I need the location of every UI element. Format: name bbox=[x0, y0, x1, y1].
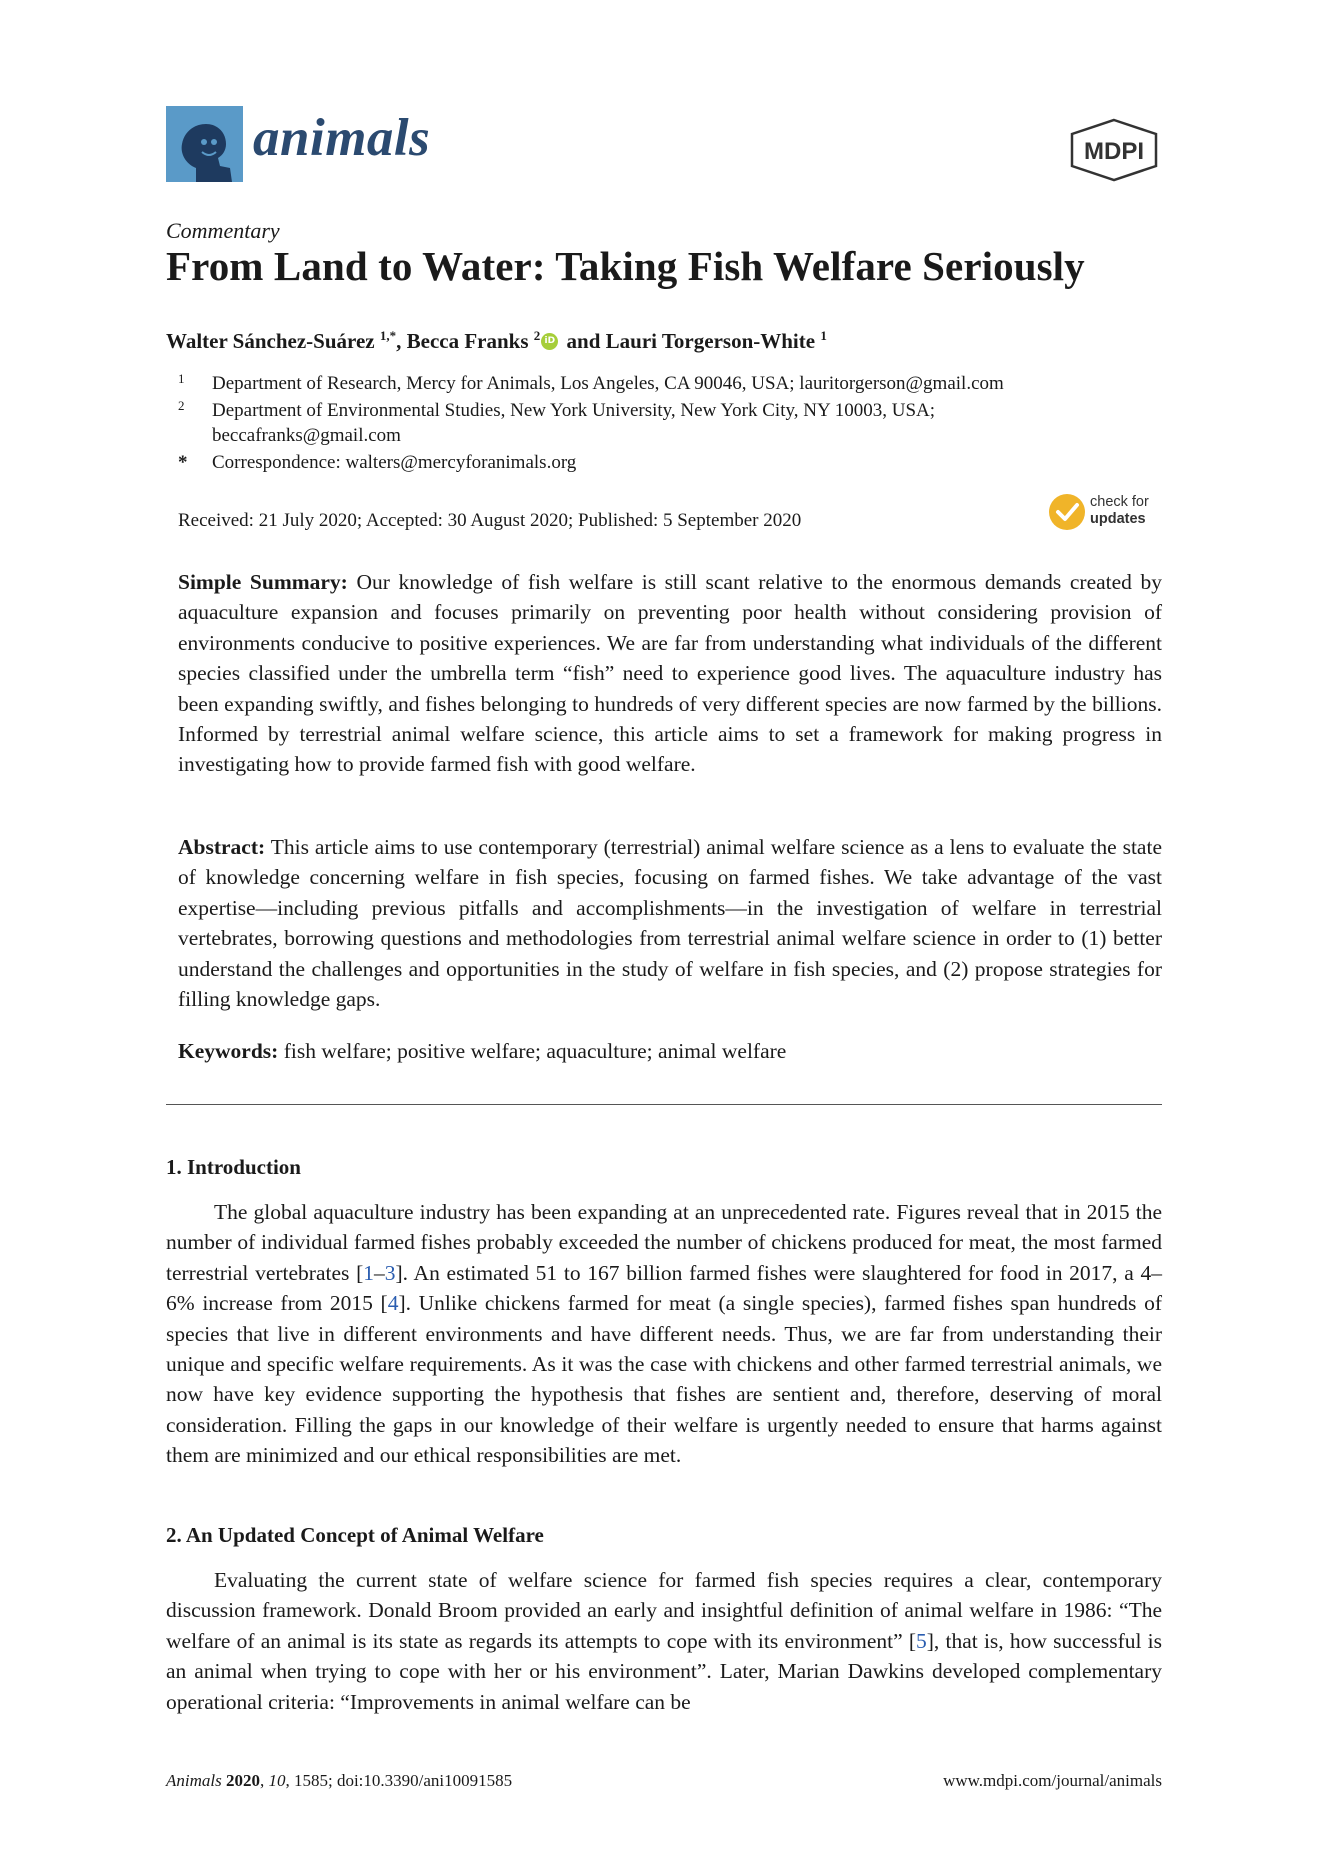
footer-url[interactable]: www.mdpi.com/journal/animals bbox=[943, 1771, 1162, 1790]
author-name: Walter Sánchez-Suárez bbox=[166, 329, 375, 353]
author-affiliation-mark: 2 bbox=[533, 328, 541, 343]
animal-welfare-paragraph bbox=[166, 1565, 1162, 1717]
citation-link[interactable]: 1 bbox=[363, 1260, 374, 1285]
publication-dates: Received: 21 July 2020; Accepted: 30 August 2020; Published: 5 September 2020 bbox=[178, 510, 802, 531]
journal-name: animals bbox=[253, 109, 431, 167]
footer-doi: , 1585; doi:10.3390/ani10091585 bbox=[285, 1771, 513, 1790]
check-updates-icon bbox=[1047, 490, 1087, 534]
keywords bbox=[178, 1036, 1162, 1066]
affiliation-mark: * bbox=[178, 452, 188, 473]
author-list bbox=[166, 328, 827, 354]
affiliation-text: Department of Environmental Studies, New York University, New York City, NY 10003, USA; bbox=[212, 400, 936, 421]
citation-link[interactable]: 4 bbox=[387, 1291, 399, 1316]
citation-link[interactable]: 5 bbox=[916, 1628, 927, 1653]
article-type: Commentary bbox=[166, 218, 280, 243]
divider bbox=[166, 1104, 1162, 1105]
author-affiliation-mark: 1,* bbox=[379, 328, 397, 343]
correspondence bbox=[178, 452, 576, 474]
simple-summary bbox=[178, 567, 1162, 780]
paragraph-text: ]. Unlike chickens farmed for meat (a single species), farmed fishes span hundreds of species that live in different environments and have different needs. Thus, we are far from understanding their unique and specific welfare requirements. As it was the case with chickens and other farmed terrestrial animals, we now have key evidence supporting the hypothesis that fishes are sentient and, therefore, deserving of moral consideration. Filling the gaps in our knowledge of their welfare is urgently needed to ensure that harms against them are minimized and our ethical responsibilities are met. bbox=[166, 1291, 1162, 1468]
affiliation-mark: 1 bbox=[178, 371, 185, 386]
affiliation-2 bbox=[178, 398, 936, 446]
check-updates-line2: updates bbox=[1090, 511, 1146, 527]
citation-dash: – bbox=[374, 1260, 385, 1285]
footer-year: 2020 bbox=[225, 1771, 260, 1790]
author-name: Becca Franks bbox=[406, 329, 529, 353]
simple-summary-label: Simple Summary: bbox=[178, 570, 348, 594]
section-heading-introduction: 1. Introduction bbox=[166, 1155, 301, 1179]
footer-citation: Animals 2020, 10, 1585; doi:10.3390/ani10091585 bbox=[166, 1771, 513, 1790]
author-separator: and bbox=[566, 329, 601, 353]
check-for-updates-text[interactable] bbox=[1090, 494, 1149, 528]
introduction-paragraph bbox=[166, 1197, 1162, 1471]
correspondence-text: Correspondence: walters@mercyforanimals.org bbox=[212, 452, 577, 473]
orcid-icon[interactable]: iD bbox=[541, 333, 558, 350]
chimpanzee-logo-icon bbox=[166, 106, 243, 182]
affiliation-text: Department of Research, Mercy for Animals, Los Angeles, CA 90046, USA; lauritorgerson@gmail.com bbox=[212, 373, 1004, 394]
check-updates-line1: check for bbox=[1090, 494, 1149, 510]
abstract bbox=[178, 832, 1162, 1014]
abstract-label: Abstract: bbox=[178, 835, 266, 859]
author-affiliation-mark: 1 bbox=[820, 328, 827, 343]
keywords-text: fish welfare; positive welfare; aquaculture; animal welfare bbox=[283, 1039, 787, 1063]
paragraph-text: Evaluating the current state of welfare science for farmed fish species requires a clear, contemporary discussion framework. Donald Broom provided an early and insightful definition of animal welfare in 1986: “The welfare of an animal is its state as regards its attempts to cope with its environment” [ bbox=[166, 1568, 1162, 1653]
citation-link[interactable]: 3 bbox=[384, 1260, 396, 1285]
affiliation-email[interactable]: beccafranks@gmail.com bbox=[212, 425, 401, 446]
simple-summary-text: Our knowledge of fish welfare is still scant relative to the enormous demands created by aquaculture expansion and focuses primarily on preventing poor health without considering provision of environments conducive to positive experiences. We are far from understanding what individuals of the different species classified under the umbrella term “fish” need to experience good lives. The aquaculture industry has been expanding swiftly, and fishes belonging to hundreds of very different species are now farmed by the billions. Informed by terrestrial animal welfare science, this article aims to set a framework for making progress in investigating how to provide farmed fish with good welfare. bbox=[178, 570, 1163, 777]
author-separator: , bbox=[396, 329, 402, 353]
footer-journal: Animals bbox=[166, 1771, 222, 1790]
author-name: Lauri Torgerson-White bbox=[605, 329, 816, 353]
mdpi-logo bbox=[1066, 118, 1162, 182]
section-heading-animal-welfare: 2. An Updated Concept of Animal Welfare bbox=[166, 1523, 544, 1547]
abstract-text: This article aims to use contemporary (terrestrial) animal welfare science as a lens to evaluate the state of knowledge concerning welfare in fish species, focusing on farmed fishes. We take advantage of the vast expertise—including previous pitfalls and accomplishments—in the investigation of welfare in terrestrial vertebrates, borrowing questions and methodologies from terrestrial animal welfare science in order to (1) better understand the challenges and opportunities in the study of welfare in fish species, and (2) propose strategies for filling knowledge gaps. bbox=[178, 835, 1162, 1012]
keywords-label: Keywords: bbox=[178, 1039, 279, 1063]
affiliation-mark: 2 bbox=[178, 398, 185, 413]
footer-volume: 10 bbox=[268, 1771, 286, 1790]
mdpi-logo-text: MDPI bbox=[1084, 138, 1144, 165]
paragraph-text: ], that is, how successful is an animal when trying to cope with her or his environment”. Later, Marian Dawkins developed complementary operational criteria: “Improvements in animal welfare can be bbox=[166, 1628, 1162, 1714]
affiliation-1 bbox=[178, 371, 1004, 395]
paragraph-text: The global aquaculture industry has been expanding at an unprecedented rate. Figures reveal that in 2015 the number of individual farmed fishes probably exceeded the number of chickens produced for meat, the most farmed terrestrial vertebrates [ bbox=[166, 1200, 1162, 1285]
paragraph-text: ]. An estimated 51 to 167 billion farmed fishes were slaughtered for food in 2017, a 4–6% increase from 2015 [ bbox=[166, 1260, 1162, 1316]
article-title: From Land to Water: Taking Fish Welfare Seriously bbox=[166, 243, 1085, 289]
